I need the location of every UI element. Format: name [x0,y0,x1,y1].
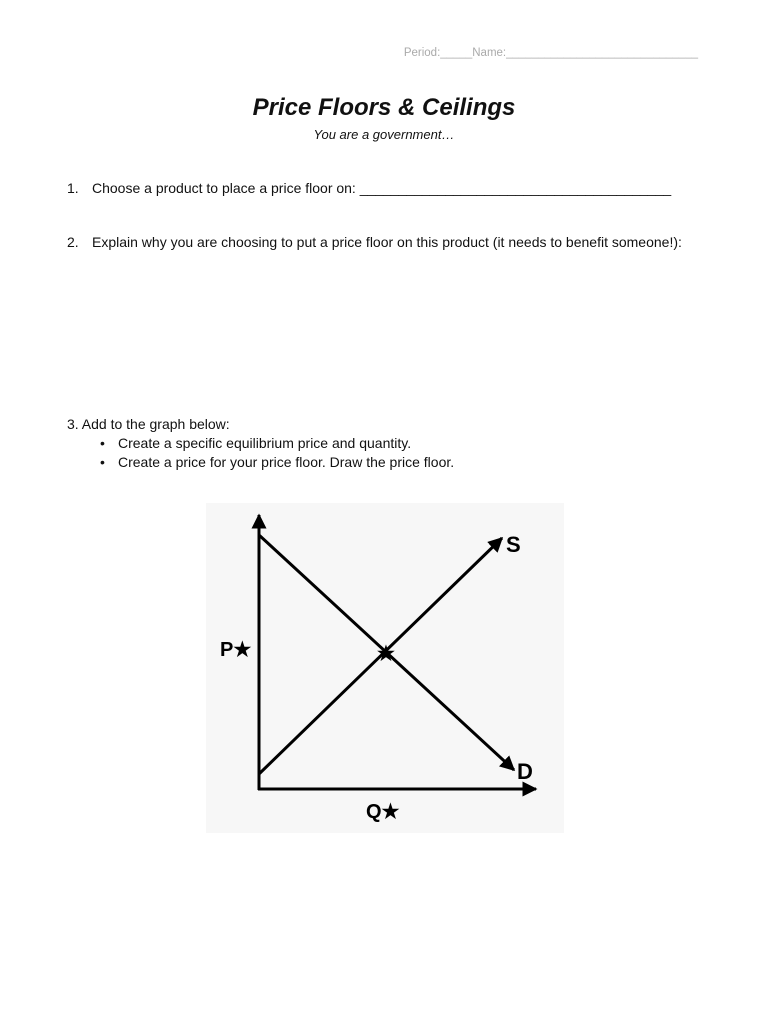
page-title: Price Floors & Ceilings [252,94,516,121]
bullet-icon: • [100,435,105,451]
bullet-text: Create a specific equilibrium price and quantity. [118,435,412,451]
supply-demand-svg [206,503,564,833]
question-2 [67,233,687,252]
list-item [67,453,687,472]
question-2-number: 2. [67,234,79,250]
demand-label: D [517,759,533,784]
page-subtitle: You are a government… [313,127,455,142]
question-1-text: Choose a product to place a price floor on: ________________________________________ [92,180,672,196]
equilibrium-star-icon: ★ [377,643,395,665]
supply-demand-graph [206,503,564,833]
price-label: P★ [220,639,252,661]
question-3-text: 3. Add to the graph below: [67,416,230,432]
question-1-number: 1. [67,180,79,196]
supply-label: S [506,532,521,557]
question-2-text: Explain why you are choosing to put a price floor on this product (it needs to benefit someone!): [92,234,682,250]
question-3-bullets [67,434,687,472]
bullet-icon: • [100,454,105,470]
quantity-label: Q★ [366,801,400,823]
period-name-line: Period:_____Name:______________________________ [403,47,698,59]
list-item [67,434,687,453]
question-3 [67,415,687,472]
bullet-text: Create a price for your price floor. Draw the price floor. [118,454,455,470]
